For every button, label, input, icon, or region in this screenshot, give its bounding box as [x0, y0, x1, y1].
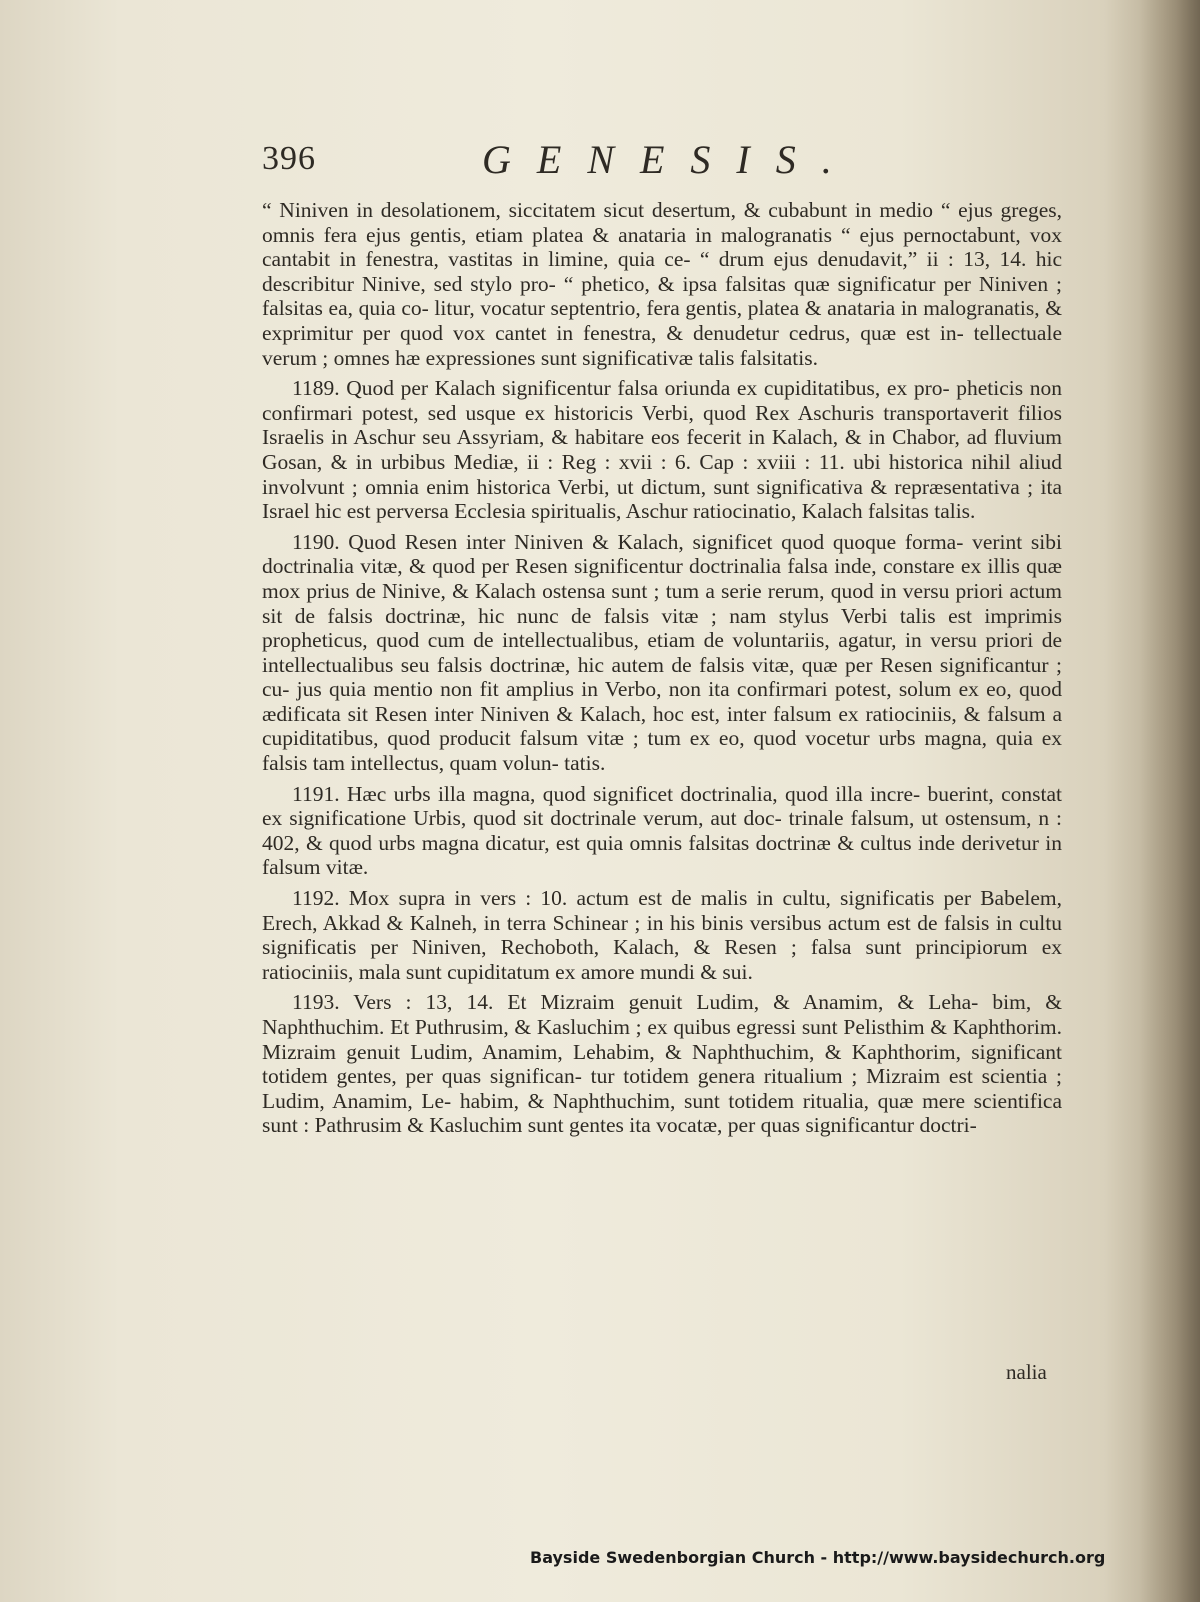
page-number: 396: [262, 140, 316, 177]
body-text: [262, 198, 1062, 1144]
paragraph-1191: 1191. Hæc urbs illa magna, quod significet doctrinalia, quod illa incre- buerint, constat ex significatione Urbis, quod sit doctrinale verum, aut doc- trinale falsum, ut ostensum, n : 402, & quod urbs magna dicatur, est quia omnis falsitas doctrinæ & cultus inde derivetur in falsum vitæ.: [262, 781, 1062, 880]
catchword: nalia: [1006, 1360, 1047, 1384]
footer-credit: Bayside Swedenborgian Church - http://www.baysidechurch.org: [530, 1548, 1106, 1567]
paragraph-1190: 1190. Quod Resen inter Niniven & Kalach, significet quod quoque forma- verint sibi doctrinalia vitæ, & quod per Resen significentur doctrinalia falsa inde, constare ex illis quæ mox prius de Ninive, & Kalach ostensa sunt ; tum a serie rerum, quod in versu priori actum sit de falsis doctrinæ, hic nunc de falsis vitæ ; nam stylus Verbi talis est imprimis propheticus, quod cum de intellectualibus, etiam de voluntariis, agatur, in versu priori de intellectualibus seu falsis doctrinæ, hic autem de falsis vitæ, quæ per Resen significantur ; cu- jus quia mentio non fit amplius in Verbo, non ita confirmari potest, solum ex eo, quod ædificata sit Resen inter Niniven & Kalach, hoc est, inter falsum ex ratiociniis, & falsum a cupiditatibus, quod producit falsum vitæ ; tum ex eo, quod vocetur urbs magna, quia ex falsis tam intellectus, quam volun- tatis.: [262, 529, 1062, 776]
paragraph-1192: 1192. Mox supra in vers : 10. actum est de malis in cultu, significatis per Babelem, Erech, Akkad & Kalneh, in terra Schinear ; in his binis versibus actum est de falsis in cultu significatis per Niniven, Rechoboth, Kalach, & Resen ; falsa sunt principiorum ex ratiociniis, mala sunt cupiditatum ex amore mundi & sui.: [262, 886, 1062, 984]
paragraph-1193: 1193. Vers : 13, 14. Et Mizraim genuit Ludim, & Anamim, & Leha- bim, & Naphthuchim. Et Puthrusim, & Kasluchim ; ex quibus egressi sunt Pelisthim & Kaphthorim. Mizraim genuit Ludim, Anamim, Lehabim, & Naphthuchim, & Kaphthorim, significant totidem gentes, per quas significan- tur totidem genera ritualium ; Mizraim est scientia ; Ludim, Anamim, Le- habim, & Naphthuchim, sunt totidem ritualia, quæ mere scientifica sunt : Pathrusim & Kasluchim sunt gentes ita vocatæ, per quas significantur doctri-: [262, 990, 1062, 1138]
paragraph-1189: 1189. Quod per Kalach significentur falsa oriunda ex cupiditatibus, ex pro- pheticis non confirmari potest, sed usque ex historicis Verbi, quod Rex Aschuris transportaverit filios Israelis in Aschur seu Assyriam, & habitare eos fecerit in Kalach, & in Chabor, ad fluvium Gosan, & in urbibus Mediæ, ii : Reg : xvii : 6. Cap : xviii : 11. ubi historica nihil aliud involvunt ; omnia enim historica Verbi, ut dictum, sunt significativa & repræsentativa ; ita Israel hic est perversa Ecclesia spiritualis, Aschur ratiocinatio, Kalach falsitas talis.: [262, 376, 1062, 524]
page-edge-shadow: [1140, 0, 1200, 1602]
paragraph-quotation: “ Niniven in desolationem, siccitatem sicut desertum, & cubabunt in medio “ ejus greges, omnis fera ejus gentis, etiam platea & anataria in malogranatis “ ejus pernoctabunt, vox cantabit in fenestra, vastitas in limine, quia ce- “ drum ejus denudavit,” ii : 13, 14. hic describitur Ninive, sed stylo pro- “ phetico, & ipsa falsitas quæ significatur per Niniven ; falsitas ea, quia co- litur, vocatur septentrio, fera gentis, platea & anataria in malogranatis, & exprimitur per quod vox cantet in fenestra, & denudetur cedrus, quæ est in- tellectuale verum ; omnes hæ expressiones sunt significativæ talis falsitatis.: [262, 198, 1062, 370]
page-header: [262, 137, 1062, 200]
running-title: GENESIS.: [482, 137, 858, 182]
